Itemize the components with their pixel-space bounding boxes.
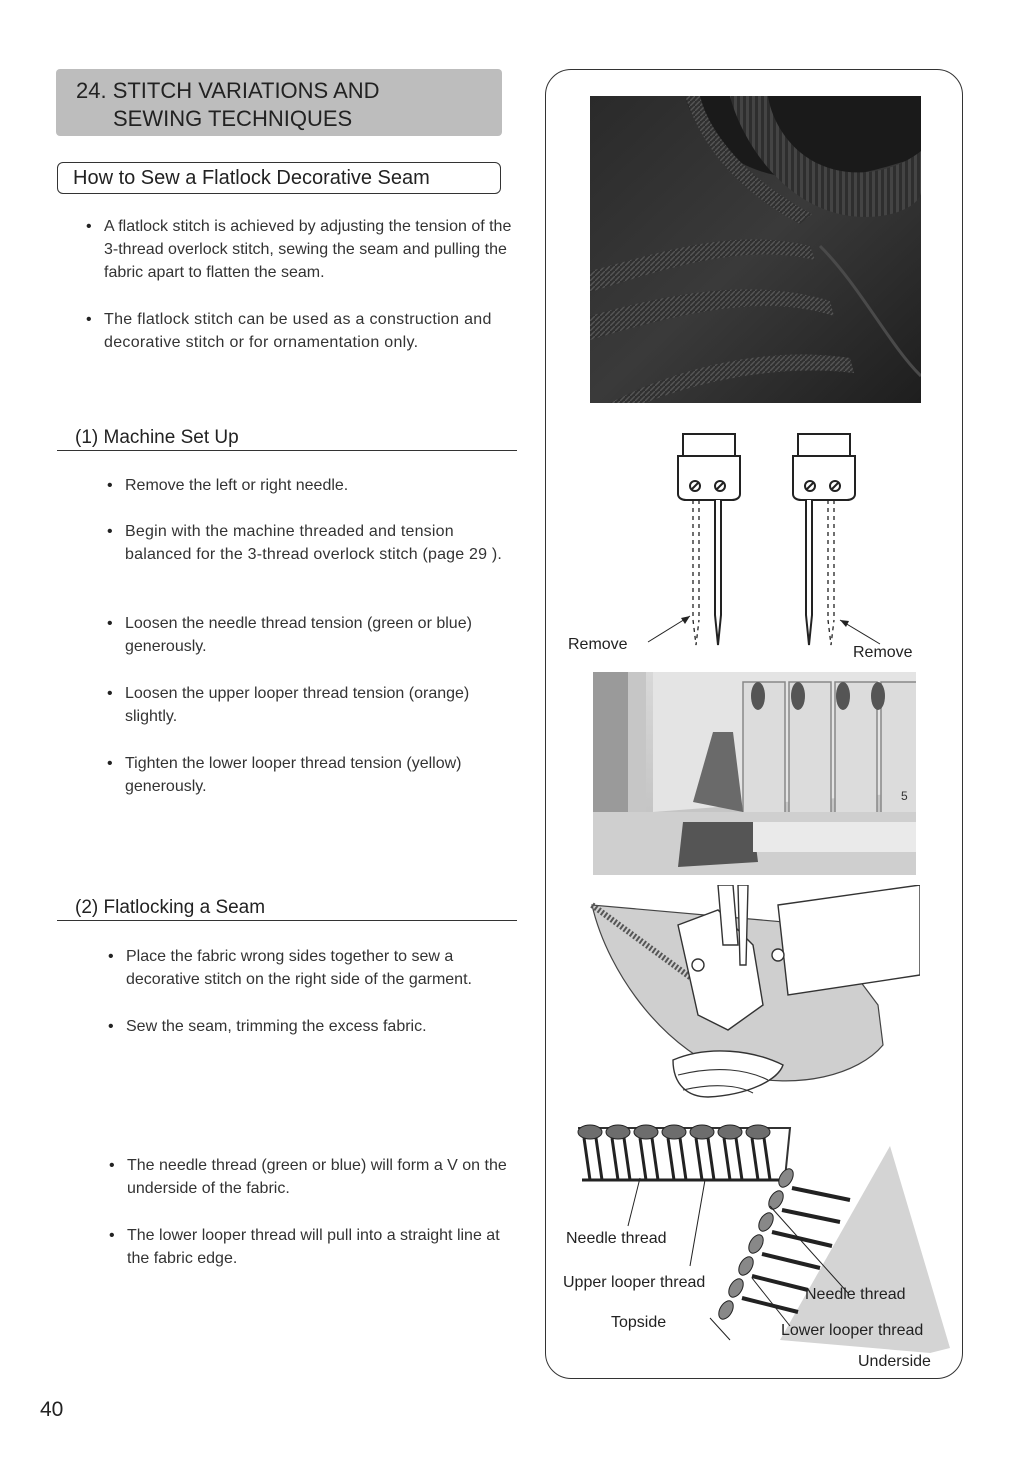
machine-setup-heading: (1) Machine Set Up [57, 427, 517, 451]
chapter-heading [56, 69, 502, 136]
flatlock-stitch-diagram [560, 1118, 950, 1380]
setup-bullet-4: • Loosen the upper looper thread tension (orange) slightly. [105, 682, 520, 728]
setup-bullet-2: • Begin with the machine threaded and tension balanced for the 3-thread overlock stitch (page 29 ). [105, 520, 520, 566]
chapter-title-line2: SEWING TECHNIQUES [113, 106, 353, 131]
flatlocking-heading: (2) Flatlocking a Seam [57, 897, 517, 921]
setup-bullet-1: • Remove the left or right needle. [105, 474, 520, 497]
flatlock-bullet-2: • Sew the seam, trimming the excess fabric. [106, 1015, 521, 1038]
serger-tension-photo [593, 672, 916, 875]
topside-label: Topside [611, 1314, 667, 1331]
intro-bullet-2: • The flatlock stitch can be used as a construction and decorative stitch or for ornamentation only. [84, 308, 520, 354]
upper-looper-label: Upper looper thread [563, 1274, 706, 1291]
chapter-title [76, 77, 502, 133]
lower-looper-label: Lower looper thread [781, 1322, 924, 1339]
setup-bullet-5: • Tighten the lower looper thread tension (yellow) generously. [105, 752, 520, 798]
remove-left-label: Remove [568, 636, 628, 653]
section-title: How to Sew a Flatlock Decorative Seam [57, 162, 501, 194]
svg-text:5: 5 [901, 789, 908, 803]
flatlock-bullet-4: • The lower looper thread will pull into a straight line at the fabric edge. [107, 1224, 522, 1270]
flatlock-bullet-1: • Place the fabric wrong sides together to sew a decorative stitch on the right side of the garment. [106, 945, 521, 991]
page-number: 40 [40, 1398, 64, 1421]
needle-removal-diagram [560, 420, 940, 670]
flatlock-garment-photo [590, 96, 921, 403]
chapter-title-line1: 24. STITCH VARIATIONS AND [76, 78, 380, 103]
needle-thread-top-label: Needle thread [566, 1230, 667, 1247]
needle-thread-under-label: Needle thread [805, 1286, 906, 1303]
underside-label: Underside [858, 1353, 931, 1370]
sewing-flatlock-illustration [578, 885, 920, 1117]
intro-bullet-1: • A flatlock stitch is achieved by adjusting the tension of the 3-thread overlock stitch, sewing the seam and pulling the fabric apart to flatten the seam. [84, 215, 520, 284]
setup-bullet-3: • Loosen the needle thread tension (green or blue) generously. [105, 612, 520, 658]
flatlock-bullet-3: • The needle thread (green or blue) will form a V on the underside of the fabric. [107, 1154, 522, 1200]
needle-clamp-left [678, 434, 740, 645]
needle-clamp-right [793, 434, 855, 645]
remove-right-label: Remove [853, 644, 913, 661]
